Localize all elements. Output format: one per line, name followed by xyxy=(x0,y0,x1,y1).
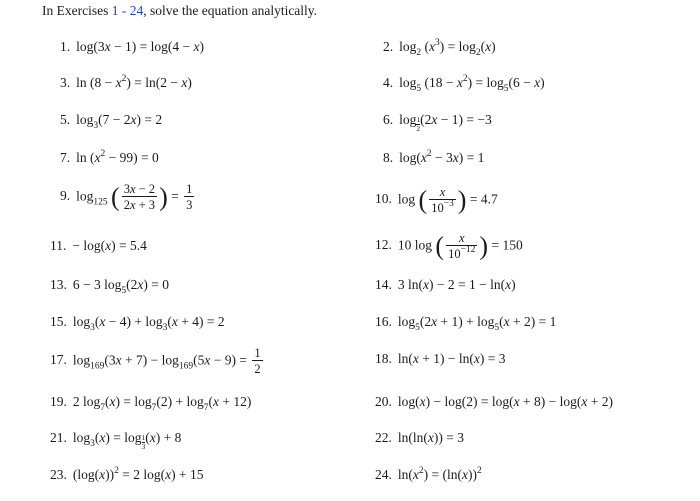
exercise-4: 4. $\log_5 (18 - x^2) = \log_5(6 - x)$ xyxy=(383,74,545,94)
exercise-13: 13. 6 − 3 $\log_5(2x) = 0$ xyxy=(50,277,169,296)
instructions-header xyxy=(42,3,317,19)
exercise-2: 2. $\log_2 (x^3) = \log_2(x)$ xyxy=(383,38,496,58)
exercise-5: 5. $\log_3(7 - 2x) = 2$ xyxy=(60,112,163,131)
exercise-21: 21. $\log_3(x) = \log$ $\frac{1}{3}$ (x) + 8 xyxy=(50,430,182,451)
exercise-24: 24. $\ln(x^2) = (\ln(x))^2$ xyxy=(375,466,482,482)
header-suffix: , solve the equation analytically. xyxy=(143,3,318,18)
exercise-range-link[interactable]: 1 - 24 xyxy=(111,3,144,18)
exercise-8: 8. $\log(x^2 - 3x) = 1$ xyxy=(383,149,485,165)
exercise-22: 22. ln(ln(x)) = 3 xyxy=(375,430,464,445)
exercise-11: 11. − log(x) = 5.4 xyxy=(50,238,147,253)
header-prefix: In Exercises xyxy=(42,3,112,18)
exercise-1: 1. log(3x − 1) = log(4 − x) xyxy=(60,39,204,54)
exercise-10: 10. log ( $\frac{x}{10^{-3}}$ ) = 4.7 xyxy=(375,185,498,216)
exercise-9: 9. $\log_{125}$ ( $\frac{3x - 2}{2x + 3}$ ) = $\frac{1}{3}$ xyxy=(60,182,193,213)
exercise-16: 16. $\log_5(2x + 1) + \log_5(x + 2) = 1$ xyxy=(375,314,557,333)
exercise-20: 20. log(x) − log(2) = log(x + 8) − log(x + 2) xyxy=(375,394,613,409)
exercise-7: 7. $\ln (x^2 - 99) = 0$ xyxy=(60,149,159,165)
exercise-15: 15. $\log_3(x - 4) + \log_3(x + 4) = 2$ xyxy=(50,314,225,333)
exercise-3: 3. $\ln (8 - x^2) = \ln(2 - x)$ xyxy=(60,74,192,90)
exercise-12: 12. 10 log ( $\frac{x}{10^{-12}}$ ) = 150 xyxy=(375,231,523,262)
exercise-14: 14. 3 ln(x) − 2 = 1 − ln(x) xyxy=(375,277,516,292)
exercise-23: 23. $(\log(x))^2 = 2$ log(x) + 15 xyxy=(50,466,204,482)
exercise-6: 6. log $\frac{1}{2}$ (2x − 1) = −3 xyxy=(383,112,492,133)
exercise-18: 18. ln(x + 1) − ln(x) = 3 xyxy=(375,351,506,366)
exercise-19: 19. 2 $\log_7(x) = \log_7(2) + \log_7(x + 12)$ xyxy=(50,394,252,413)
exercise-17: 17. $\log_{169}(3x + 7) - \log_{169}(5x - 9)$ = $\frac{1}{2}$ xyxy=(50,346,261,377)
